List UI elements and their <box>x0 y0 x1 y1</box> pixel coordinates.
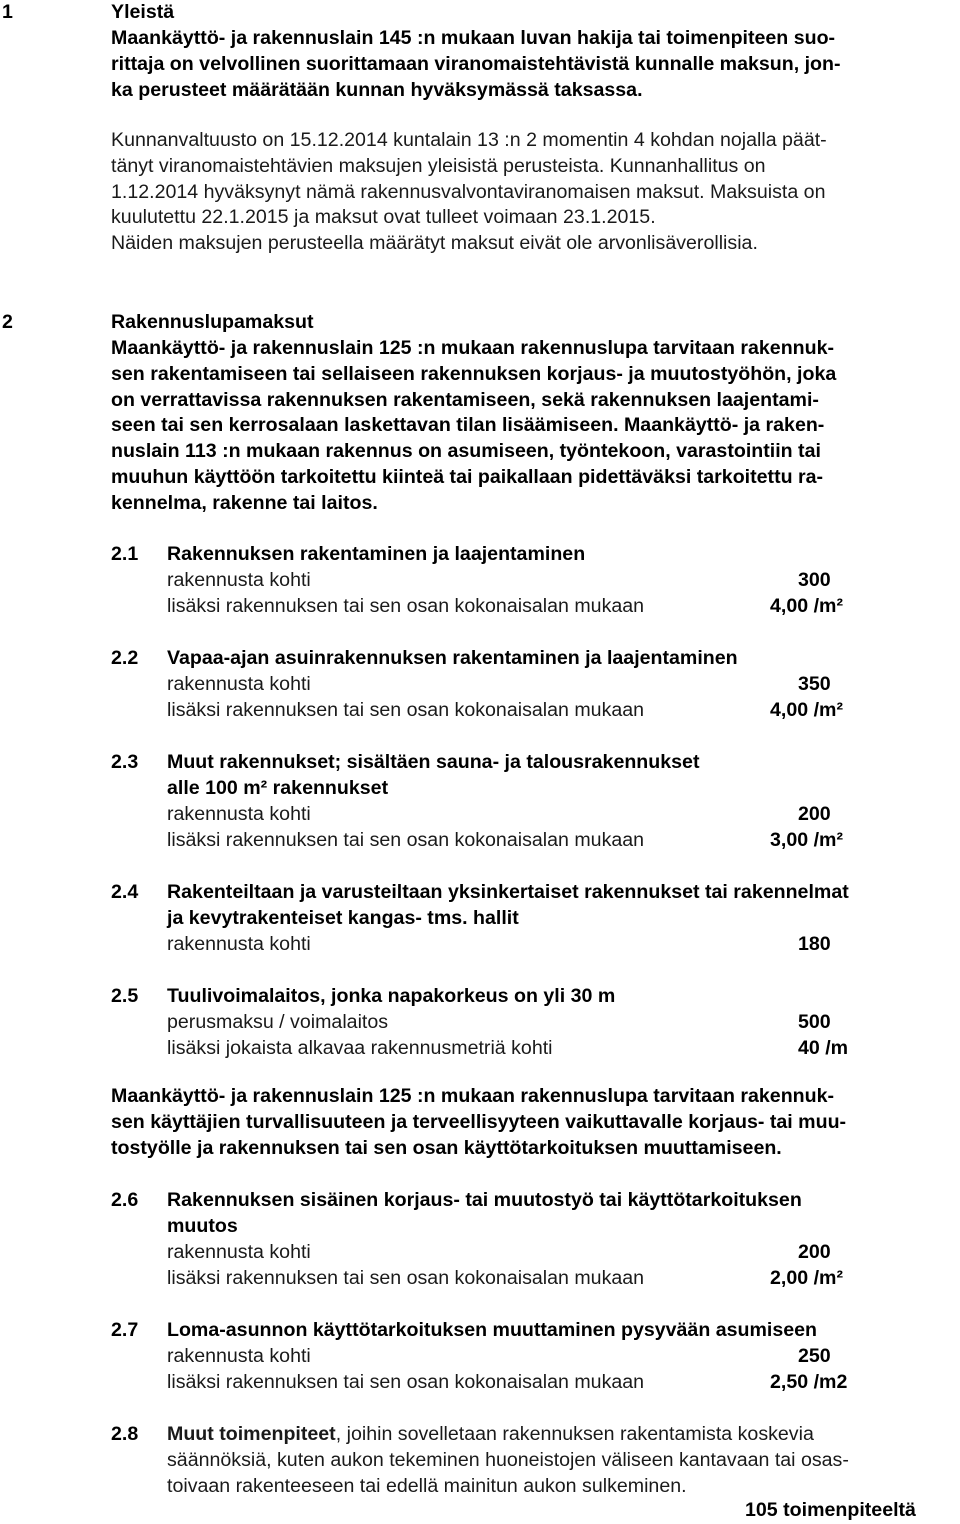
item-2-3-title: Muut rakennukset; sisältäen sauna- ja talousrakennukset <box>167 751 700 773</box>
item-2-4-title: Rakenteiltaan ja varusteiltaan yksinkertaiset rakennukset tai rakennelmat <box>167 881 849 903</box>
paragraph-line: tostyölle ja rakennuksen tai sen osan käyttötarkoituksen muuttamiseen. <box>111 1136 782 1159</box>
paragraph-line: Maankäyttö- ja rakennuslain 125 :n mukaan rakennuslupa tarvitaan rakennuk- <box>111 337 835 359</box>
paragraph-line: Maankäyttö- ja rakennuslain 145 :n mukaan luvan hakija tai toimenpiteen suo- <box>111 27 836 49</box>
item-2-6-fee-label-1: rakennusta kohti <box>167 1241 311 1263</box>
item-2-4-fee-value-1: 180 <box>798 933 831 955</box>
paragraph-line: on verrattavissa rakennuksen rakentamiseen, sekä rakennuksen laajentami- <box>111 388 819 411</box>
paragraph-line: Näiden maksujen perusteella määrätyt maksut eivät ole arvonlisäverollisia. <box>111 232 758 255</box>
section-2-number: 2 <box>2 311 13 333</box>
item-2-5-fee-label-1: perusmaksu / voimalaitos <box>167 1011 389 1033</box>
item-2-6-fee-value-1: 200 <box>798 1241 831 1263</box>
section-1-bold-paragraph <box>111 26 841 103</box>
item-2-2-fee-label-1: rakennusta kohti <box>167 673 311 695</box>
paragraph-line: sen käyttäjien turvallisuuteen ja terveellisyyteen vaikuttavalle korjaus- tai muu- <box>111 1110 847 1133</box>
item-2-5-fee-label-2: lisäksi jokaista alkavaa rakennusmetriä kohti <box>167 1037 553 1059</box>
item-2-4-fee-label-1: rakennusta kohti <box>167 933 311 955</box>
item-2-2-title: Vapaa-ajan asuinrakennuksen rakentaminen ja laajentaminen <box>167 647 738 669</box>
paragraph-line: tänyt viranomaistehtävien maksujen yleisistä perusteista. Kunnanhallitus on <box>111 154 766 177</box>
item-2-7-fee-value-2: 2,50 /m2 <box>770 1371 848 1393</box>
paragraph-line: seen tai sen kerrosalaan laskettavan tilan lisäämiseen. Maankäyttö- ja raken- <box>111 414 825 437</box>
item-2-8-line-2: säännöksiä, kuten aukon tekeminen huoneistojen väliseen kantavaan tai osas- <box>167 1449 849 1471</box>
item-2-7-fee-label-2: lisäksi rakennuksen tai sen osan kokonaisalan mukaan <box>167 1371 645 1393</box>
item-2-3-fee-value-2: 3,00 /m² <box>770 829 843 851</box>
item-2-6-number: 2.6 <box>111 1189 139 1211</box>
section-1-number: 1 <box>2 1 13 23</box>
item-2-1-number: 2.1 <box>111 543 139 565</box>
item-2-6-title-line-2: muutos <box>167 1215 238 1237</box>
paragraph-line: kuulutettu 22.1.2015 ja maksut ovat tulleet voimaan 23.1.2015. <box>111 206 656 229</box>
item-2-3-fee-value-1: 200 <box>798 803 831 825</box>
item-2-3-fee-label-1: rakennusta kohti <box>167 803 311 825</box>
item-2-8-fee: 105 toimenpiteeltä <box>745 1499 916 1521</box>
item-2-7-fee-label-1: rakennusta kohti <box>167 1345 311 1367</box>
item-2-5-fee-value-2: 40 /m <box>798 1037 849 1059</box>
item-2-7-title: Loma-asunnon käyttötarkoituksen muuttaminen pysyvään asumiseen <box>167 1319 818 1341</box>
item-2-1-fee-value-2: 4,00 /m² <box>770 595 843 617</box>
item-2-8-title-rest: , joihin sovelletaan rakennuksen rakentamista koskevia <box>335 1423 814 1445</box>
paragraph-line: kennelma, rakenne tai laitos. <box>111 491 378 514</box>
paragraph-line: Maankäyttö- ja rakennuslain 125 :n mukaan rakennuslupa tarvitaan rakennuk- <box>111 1085 835 1107</box>
section-2-mid-paragraph <box>111 1084 846 1161</box>
item-2-8-title: Muut toimenpiteet <box>167 1423 336 1445</box>
item-2-6-fee-value-2: 2,00 /m² <box>770 1267 843 1289</box>
item-2-1-fee-label-1: rakennusta kohti <box>167 569 311 591</box>
paragraph-line: rittaja on velvollinen suorittamaan viranomaistehtävistä kunnalle maksun, jon- <box>111 52 841 75</box>
item-2-1-fee-label-2: lisäksi rakennuksen tai sen osan kokonaisalan mukaan <box>167 595 645 617</box>
section-2-intro-paragraph <box>111 336 836 517</box>
item-2-1-fee-value-1: 300 <box>798 569 831 591</box>
section-2-title: Rakennuslupamaksut <box>111 311 314 333</box>
item-2-4-title-line-2: ja kevytrakenteiset kangas- tms. hallit <box>167 907 519 929</box>
paragraph-line: Kunnanvaltuusto on 15.12.2014 kuntalain 13 :n 2 momentin 4 kohdan nojalla päät- <box>111 129 827 151</box>
item-2-2-fee-value-2: 4,00 /m² <box>770 699 843 721</box>
item-2-4-number: 2.4 <box>111 881 139 903</box>
item-2-6-title: Rakennuksen sisäinen korjaus- tai muutostyö tai käyttötarkoituksen <box>167 1189 802 1211</box>
section-1-title: Yleistä <box>111 1 175 23</box>
item-2-8-number: 2.8 <box>111 1423 139 1445</box>
item-2-1-title: Rakennuksen rakentaminen ja laajentaminen <box>167 543 586 565</box>
item-2-2-number: 2.2 <box>111 647 139 669</box>
item-2-3-fee-label-2: lisäksi rakennuksen tai sen osan kokonaisalan mukaan <box>167 829 645 851</box>
item-2-5-title: Tuulivoimalaitos, jonka napakorkeus on yli 30 m <box>167 985 616 1007</box>
paragraph-line: muuhun käyttöön tarkoitettu kiinteä tai paikallaan pidettäväksi tarkoitettu ra- <box>111 465 824 488</box>
item-2-5-number: 2.5 <box>111 985 139 1007</box>
paragraph-line: 1.12.2014 hyväksynyt nämä rakennusvalvontaviranomaisen maksut. Maksuista on <box>111 180 826 203</box>
item-2-8-title-line <box>167 1422 814 1448</box>
item-2-6-fee-label-2: lisäksi rakennuksen tai sen osan kokonaisalan mukaan <box>167 1267 645 1289</box>
section-1-paragraph <box>111 128 827 257</box>
item-2-2-fee-label-2: lisäksi rakennuksen tai sen osan kokonaisalan mukaan <box>167 699 645 721</box>
paragraph-line: ka perusteet määrätään kunnan hyväksymässä taksassa. <box>111 78 643 101</box>
item-2-8-line-3: toivaan rakenteeseen tai edellä mainitun aukon sulkeminen. <box>167 1475 687 1497</box>
item-2-3-title-line-2: alle 100 m² rakennukset <box>167 777 389 799</box>
item-2-5-fee-value-1: 500 <box>798 1011 831 1033</box>
paragraph-line: nuslain 113 :n mukaan rakennus on asumiseen, työntekoon, varastointiin tai <box>111 440 821 463</box>
item-2-7-fee-value-1: 250 <box>798 1345 831 1367</box>
item-2-2-fee-value-1: 350 <box>798 673 831 695</box>
item-2-7-number: 2.7 <box>111 1319 139 1341</box>
paragraph-line: sen rakentamiseen tai sellaiseen rakennuksen korjaus- ja muutostyöhön, joka <box>111 362 837 385</box>
item-2-3-number: 2.3 <box>111 751 139 773</box>
